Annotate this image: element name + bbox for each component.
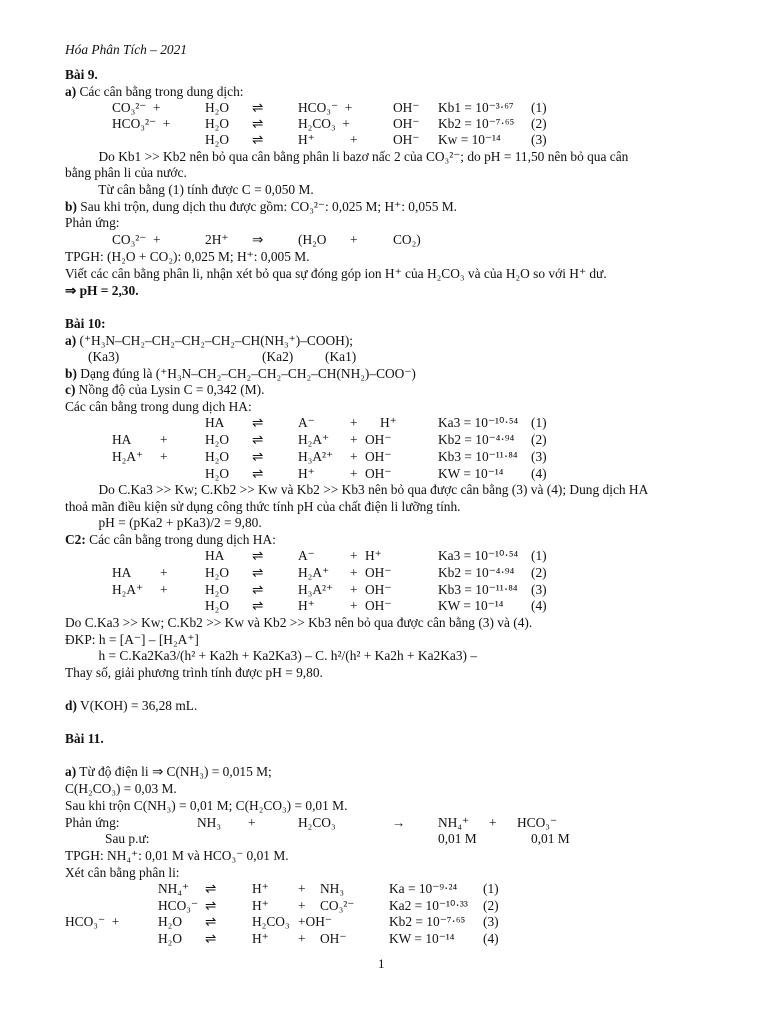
text-line: thoả mãn điều kiện sử dụng công thức tính pH của chất điện li lưỡng tính. (65, 499, 461, 514)
equation-cell: H⁺ (252, 931, 269, 946)
equation-cell: Ka3 = 10⁻¹⁰·⁵⁴ (438, 415, 519, 430)
equation-cell: ⇌ (252, 582, 264, 597)
equation-cell: ⇌ (252, 548, 264, 563)
text-line: Xét cân bằng phân li: (65, 865, 180, 880)
equation-cell: (3) (531, 582, 547, 597)
equation-cell: OH⁻ (365, 598, 392, 613)
equation-cell: (2) (531, 116, 547, 131)
equation-cell: H₃A²⁺ (298, 582, 334, 597)
text-line: d) V(KOH) = 36,28 mL. (65, 698, 198, 713)
equation-cell: Phản ứng: (65, 815, 120, 830)
equation-cell: ⇌ (205, 881, 217, 896)
equation-cell: NH₄⁺ (438, 815, 470, 830)
text-line: pH = (pKa2 + pKa3)/2 = 9,80. (65, 515, 262, 530)
equation-cell: OH⁻ (393, 116, 420, 131)
equation-cell: + (350, 598, 358, 613)
equation-cell: NH₃ (320, 881, 345, 896)
equation-cell: H₂O (205, 466, 230, 481)
equation-cell: + (350, 132, 358, 147)
equation-cell: OH⁻ (365, 565, 392, 580)
equation-cell: ⇌ (252, 415, 264, 430)
equation-cell: HCO₃⁻ (158, 898, 199, 913)
text-line: TPGH: NH₄⁺: 0,01 M và HCO₃⁻ 0,01 M. (65, 848, 289, 863)
equation-cell: ⇌ (252, 432, 264, 447)
equation-cell: + (160, 565, 168, 580)
equation-cell: H₂A⁺ (112, 582, 144, 597)
equation-cell: OH⁻ (365, 449, 392, 464)
equation-cell: Ka2 = 10⁻¹⁰·³³ (389, 898, 468, 913)
equation-cell: H₂CO₃ (298, 815, 336, 830)
equation-cell: + (350, 548, 358, 563)
equation-cell: + (350, 449, 358, 464)
equation-cell: H⁺ (252, 898, 269, 913)
equation-cell: OH⁻ (320, 931, 347, 946)
equation-cell: NH₃ (197, 815, 222, 830)
equation-cell: ⇒ (252, 232, 264, 247)
equation-cell: HCO₃⁻ + (298, 100, 353, 115)
section-heading: ⇒ pH = 2,30. (65, 283, 139, 298)
page-number: 1 (378, 956, 385, 971)
equation-cell: CO₃²⁻ + (112, 100, 161, 115)
equation-cell: H₂O (205, 598, 230, 613)
equation-cell: KW = 10⁻¹⁴ (438, 598, 504, 613)
text-line: Do C.Ka3 >> Kw; C.Kb2 >> Kw và Kb2 >> Kb3 nên bỏ qua được cân bằng (3) và (4); Dung dịch HA (65, 482, 649, 497)
equation-cell: H⁺ (252, 881, 269, 896)
equation-cell: (4) (531, 466, 547, 481)
equation-cell: H₂O (205, 582, 230, 597)
text-line: ĐKP: h = [A⁻] – [H₂A⁺] (65, 632, 199, 647)
equation-cell: OH⁻ (365, 466, 392, 481)
equation-cell: HCO₃²⁻ + (112, 116, 171, 131)
equation-cell: Kb3 = 10⁻¹¹·⁸⁴ (438, 449, 518, 464)
equation-cell: H₂O (158, 914, 183, 929)
equation-cell: +OH⁻ (298, 914, 332, 929)
text-line: Viết các cân bằng phân li, nhận xét bỏ qua sự đóng góp ion H⁺ của H₂CO₃ và của H₂O so với H⁺ dư. (65, 266, 607, 281)
equation-cell: + (160, 432, 168, 447)
equation-cell: (Ka2) (262, 349, 294, 364)
equation-cell: H₃A²⁺ (298, 449, 334, 464)
equation-cell: H₂A⁺ (298, 432, 330, 447)
equation-cell: (Ka3) (88, 349, 120, 364)
equation-cell: H₂O (205, 132, 230, 147)
equation-cell: OH⁻ (393, 100, 420, 115)
equation-cell: Kb1 = 10⁻³·⁶⁷ (438, 100, 514, 115)
equation-cell: + (350, 565, 358, 580)
text-line: C2: Các cân bằng trong dung dịch HA: (65, 532, 276, 547)
equation-cell: (1) (531, 100, 547, 115)
text-line: Từ cân bằng (1) tính được C = 0,050 M. (65, 182, 314, 197)
equation-cell: Kb2 = 10⁻⁴·⁹⁴ (438, 565, 515, 580)
text-line: TPGH: (H₂O + CO₂): 0,025 M; H⁺: 0,005 M. (65, 249, 310, 264)
equation-cell: OH⁻ (393, 132, 420, 147)
equation-cell: (4) (483, 931, 499, 946)
equation-cell: H₂A⁺ (112, 449, 144, 464)
equation-cell: (Ka1) (325, 349, 357, 364)
equation-cell: CO₃²⁻ + (112, 232, 161, 247)
equation-cell: H₂O (205, 116, 230, 131)
equation-cell: H⁺ (298, 466, 315, 481)
equation-cell: Kb2 = 10⁻⁷·⁶⁵ (389, 914, 466, 929)
text-line: b) Dạng đúng là (⁺H₃N–CH₂–CH₂–CH₂–CH₂–CH(NH₂)–COO⁻) (65, 366, 416, 381)
equation-cell: H₂O (158, 931, 183, 946)
text-line: Do Kb1 >> Kb2 nên bỏ qua cân bằng phân li bazơ nấc 2 của CO₃²⁻; do pH = 11,50 nên bỏ qua cân (65, 149, 629, 164)
text-line: h = C.Ka2Ka3/(h² + Ka2h + Ka2Ka3) – C. h²/(h² + Ka2h + Ka2Ka3) – (65, 648, 478, 663)
equation-cell: (2) (531, 565, 547, 580)
equation-cell: 2H⁺ (205, 232, 229, 247)
text-line: Do C.Ka3 >> Kw; C.Kb2 >> Kw và Kb2 >> Kb3 nên bỏ qua được cân bằng (3) và (4). (65, 615, 533, 630)
text-line: C(H₂CO₃) = 0,03 M. (65, 781, 177, 796)
page-header: Hóa Phân Tích – 2021 (65, 42, 187, 57)
equation-cell: + (350, 432, 358, 447)
equation-cell: + (160, 582, 168, 597)
equation-cell: (4) (531, 598, 547, 613)
equation-cell: OH⁻ (365, 432, 392, 447)
text-line: a) (⁺H₃N–CH₂–CH₂–CH₂–CH₂–CH(NH₃⁺)–COOH); (65, 333, 354, 348)
equation-cell: ⇌ (252, 116, 264, 131)
equation-cell: Ka = 10⁻⁹·²⁴ (389, 881, 458, 896)
equation-cell: HA (205, 548, 225, 563)
section-heading: Bài 9. (65, 67, 98, 82)
equation-cell: H₂O (205, 432, 230, 447)
text-line: b) Sau khi trộn, dung dịch thu được gồm: CO₃²⁻: 0,025 M; H⁺: 0,055 M. (65, 199, 458, 214)
equation-cell: ⇌ (252, 132, 264, 147)
equation-cell: (2) (483, 898, 499, 913)
equation-cell: ⇌ (205, 898, 217, 913)
equation-cell: HCO₃⁻ + (65, 914, 120, 929)
equation-cell: (3) (531, 449, 547, 464)
section-heading: Bài 11. (65, 731, 104, 746)
equation-cell: Kb3 = 10⁻¹¹·⁸⁴ (438, 582, 518, 597)
text-line: a) Từ độ điện li ⇒ C(NH₃) = 0,015 M; (65, 764, 272, 779)
equation-cell: Ka3 = 10⁻¹⁰·⁵⁴ (438, 548, 519, 563)
equation-cell: Kw = 10⁻¹⁴ (438, 132, 501, 147)
equation-cell: (1) (531, 548, 547, 563)
text-line: Sau khi trộn C(NH₃) = 0,01 M; C(H₂CO₃) = 0,01 M. (65, 798, 348, 813)
equation-cell: KW = 10⁻¹⁴ (438, 466, 504, 481)
equation-cell: Kb2 = 10⁻⁴·⁹⁴ (438, 432, 515, 447)
equation-cell: HA (112, 432, 132, 447)
equation-cell: Sau p.ư: (105, 831, 150, 846)
equation-cell: (2) (531, 432, 547, 447)
equation-cell: (1) (531, 415, 547, 430)
text-line: c) Nồng độ của Lysin C = 0,342 (M). (65, 382, 265, 397)
equation-cell: ⇌ (252, 598, 264, 613)
equation-cell: A⁻ (298, 415, 315, 430)
equation-cell: + (489, 815, 497, 830)
equation-cell: ⇌ (252, 100, 264, 115)
equation-cell: H₂CO₃ + (298, 116, 350, 131)
text-line: bằng phân li của nước. (65, 165, 187, 180)
equation-cell: ⇌ (205, 931, 217, 946)
equation-cell: + (160, 449, 168, 464)
equation-cell: (3) (531, 132, 547, 147)
equation-cell: H₂O (205, 449, 230, 464)
text-line: Thay số, giải phương trình tính được pH = 9,80. (65, 665, 323, 680)
equation-cell: + (298, 898, 306, 913)
equation-cell: CO₃²⁻ (320, 898, 355, 913)
equation-cell: ⇌ (252, 565, 264, 580)
equation-cell: ⇌ (205, 914, 217, 929)
equation-cell: + (350, 582, 358, 597)
equation-cell: OH⁻ (365, 582, 392, 597)
equation-cell: H⁺ (365, 548, 382, 563)
equation-cell: CO₂) (393, 232, 421, 247)
equation-cell: + (350, 232, 358, 247)
equation-cell: (1) (483, 881, 499, 896)
equation-cell: H⁺ (380, 415, 397, 430)
equation-cell: + (350, 466, 358, 481)
equation-cell: H⁺ (298, 132, 315, 147)
equation-cell: 0,01 M (438, 831, 477, 846)
equation-cell: A⁻ (298, 548, 315, 563)
text-line: Các cân bằng trong dung dịch HA: (65, 399, 252, 414)
equation-cell: HCO₃⁻ (517, 815, 558, 830)
equation-cell: H₂A⁺ (298, 565, 330, 580)
equation-cell: H₂O (205, 100, 230, 115)
equation-cell: HA (205, 415, 225, 430)
equation-cell: H₂CO₃ (252, 914, 290, 929)
text-line: a) Các cân bằng trong dung dịch: (65, 84, 244, 99)
equation-cell: KW = 10⁻¹⁴ (389, 931, 455, 946)
equation-cell: (3) (483, 914, 499, 929)
equation-cell: + (350, 415, 358, 430)
equation-cell: ⇌ (252, 449, 264, 464)
equation-cell: + (248, 815, 256, 830)
section-heading: Bài 10: (65, 316, 106, 331)
equation-cell: 0,01 M (531, 831, 570, 846)
equation-cell: → (392, 815, 406, 830)
equation-cell: + (298, 931, 306, 946)
equation-cell: H₂O (205, 565, 230, 580)
equation-cell: Kb2 = 10⁻⁷·⁶⁵ (438, 116, 515, 131)
text-line: Phản ứng: (65, 215, 120, 230)
equation-cell: (H₂O (298, 232, 327, 247)
equation-cell: ⇌ (252, 466, 264, 481)
equation-cell: H⁺ (298, 598, 315, 613)
equation-cell: HA (112, 565, 132, 580)
equation-cell: NH₄⁺ (158, 881, 190, 896)
equation-cell: + (298, 881, 306, 896)
